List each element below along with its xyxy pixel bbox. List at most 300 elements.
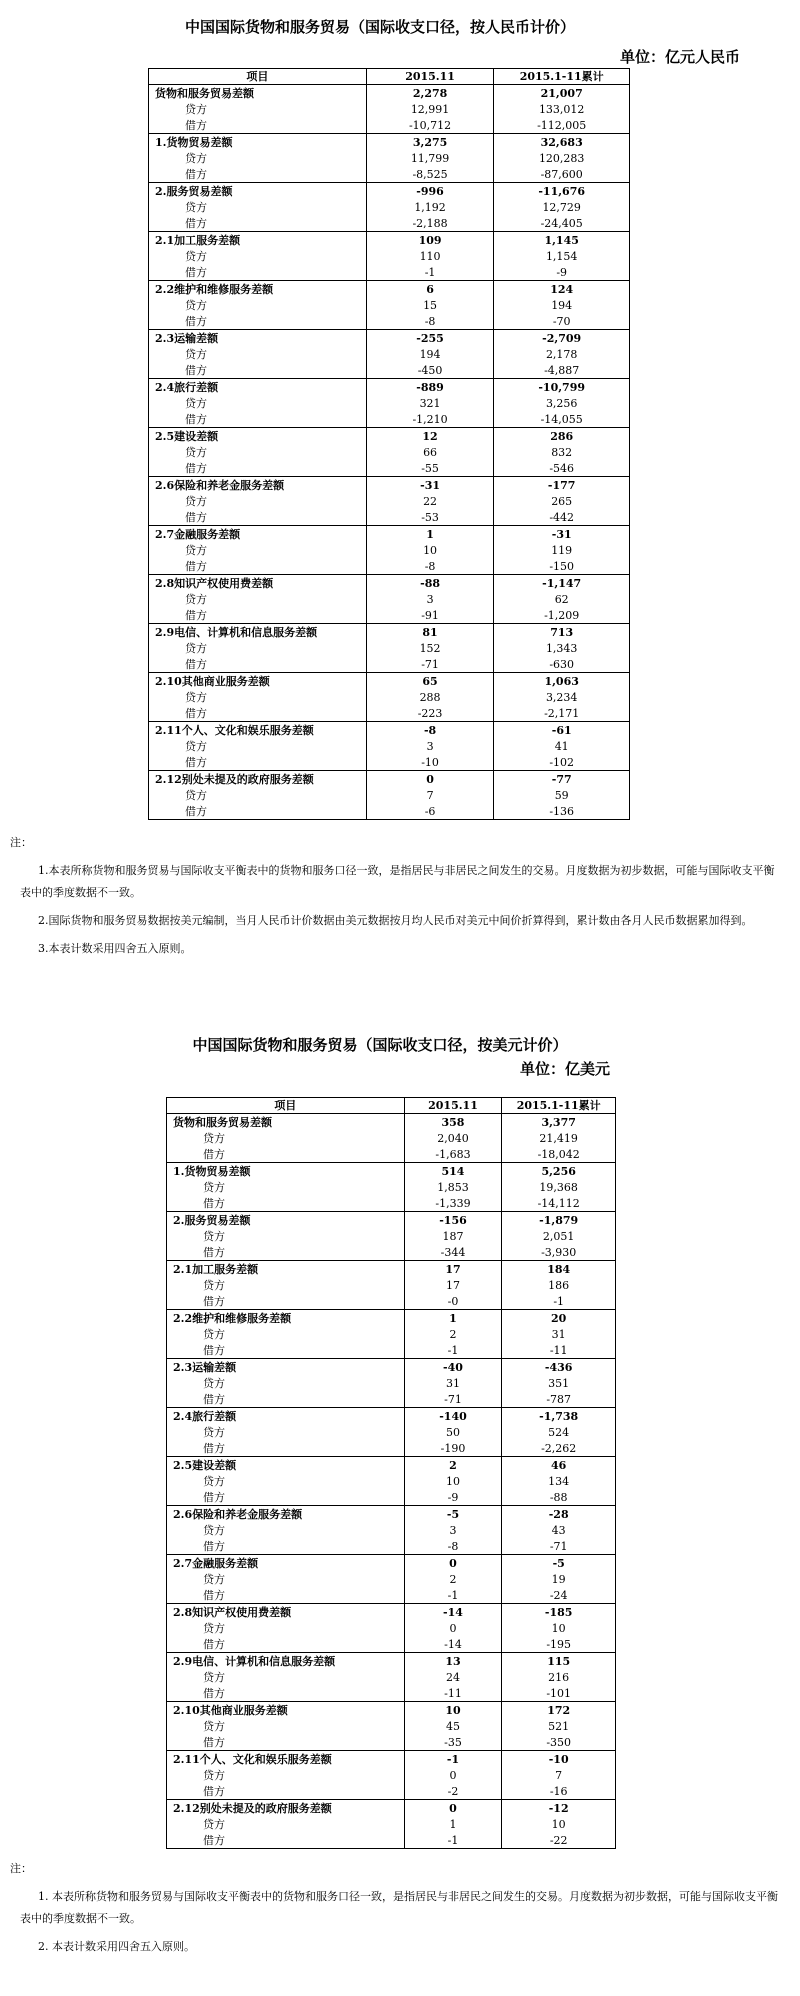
item-sublabel: 借方 <box>167 1734 405 1751</box>
cumulative-value: -14,112 <box>502 1195 616 1212</box>
item-sublabel: 借方 <box>167 1636 405 1653</box>
item-name: 货物和服务贸易差额 <box>167 1114 405 1131</box>
item-sublabel: 借方 <box>149 509 367 526</box>
cumulative-value: -16 <box>502 1783 616 1800</box>
item-sublabel: 借方 <box>149 313 367 330</box>
cumulative-value: -546 <box>494 460 630 477</box>
debit-row <box>167 1146 616 1163</box>
item-sublabel: 借方 <box>149 166 367 183</box>
cumulative-value: -1,209 <box>494 607 630 624</box>
item-name: 2.4旅行差额 <box>167 1408 405 1425</box>
item-sublabel: 借方 <box>149 754 367 771</box>
cumulative-value: -185 <box>502 1604 616 1621</box>
month-value: -8 <box>366 722 494 739</box>
item-sublabel: 借方 <box>167 1587 405 1604</box>
item-sublabel: 贷方 <box>149 297 367 313</box>
item-sublabel: 贷方 <box>167 1179 405 1195</box>
month-value: 81 <box>366 624 494 641</box>
item-name: 2.服务贸易差额 <box>167 1212 405 1229</box>
cumulative-value: 1,154 <box>494 248 630 264</box>
month-value: 0 <box>404 1555 502 1572</box>
month-value: 17 <box>404 1261 502 1278</box>
header-item: 项目 <box>167 1098 405 1114</box>
month-value: 2 <box>404 1457 502 1474</box>
group-row <box>167 1212 616 1229</box>
usd-header-row <box>167 1098 616 1114</box>
cny-notes <box>20 860 780 966</box>
cumulative-value: 184 <box>502 1261 616 1278</box>
credit-row <box>149 444 630 460</box>
usd-trade-table <box>166 1097 616 1849</box>
month-value: 15 <box>366 297 494 313</box>
cumulative-value: 20 <box>502 1310 616 1327</box>
item-name: 2.3运输差额 <box>167 1359 405 1376</box>
item-name: 2.12别处未提及的政府服务差额 <box>149 771 367 788</box>
month-value: -255 <box>366 330 494 347</box>
cumulative-value: -1,147 <box>494 575 630 592</box>
header-month: 2015.11 <box>366 69 494 85</box>
month-value: -8,525 <box>366 166 494 183</box>
debit-row <box>167 1636 616 1653</box>
item-sublabel: 贷方 <box>167 1473 405 1489</box>
month-value: -140 <box>404 1408 502 1425</box>
item-sublabel: 贷方 <box>149 395 367 411</box>
item-sublabel: 借方 <box>167 1342 405 1359</box>
credit-row <box>149 199 630 215</box>
item-sublabel: 借方 <box>149 558 367 575</box>
group-row <box>167 1604 616 1621</box>
cumulative-value: -22 <box>502 1832 616 1849</box>
month-value: -1 <box>404 1587 502 1604</box>
month-value: -1,683 <box>404 1146 502 1163</box>
month-value: -996 <box>366 183 494 200</box>
month-value: 0 <box>404 1767 502 1783</box>
debit-row <box>167 1538 616 1555</box>
month-value: 2 <box>404 1571 502 1587</box>
group-row <box>167 1702 616 1719</box>
cumulative-value: -24,405 <box>494 215 630 232</box>
item-sublabel: 贷方 <box>149 689 367 705</box>
cumulative-value: 3,377 <box>502 1114 616 1131</box>
debit-row <box>149 460 630 477</box>
item-name: 2.5建设差额 <box>149 428 367 445</box>
month-value: 152 <box>366 640 494 656</box>
item-sublabel: 贷方 <box>167 1571 405 1587</box>
month-value: 1,853 <box>404 1179 502 1195</box>
month-value: 45 <box>404 1718 502 1734</box>
usd-unit-label: 单位：亿美元 <box>520 1060 611 1078</box>
cumulative-value: 21,007 <box>494 85 630 102</box>
item-sublabel: 借方 <box>149 460 367 477</box>
month-value: -1 <box>366 264 494 281</box>
cumulative-value: 21,419 <box>502 1130 616 1146</box>
usd-table-body <box>167 1114 616 1849</box>
group-row <box>149 575 630 592</box>
cumulative-value: -101 <box>502 1685 616 1702</box>
month-value: 66 <box>366 444 494 460</box>
debit-row <box>167 1783 616 1800</box>
item-sublabel: 贷方 <box>167 1130 405 1146</box>
item-sublabel: 借方 <box>149 705 367 722</box>
cumulative-value: -177 <box>494 477 630 494</box>
cumulative-value: -1,738 <box>502 1408 616 1425</box>
credit-row <box>149 689 630 705</box>
credit-row <box>167 1179 616 1195</box>
item-sublabel: 借方 <box>167 1244 405 1261</box>
cumulative-value: 124 <box>494 281 630 298</box>
month-value: 6 <box>366 281 494 298</box>
month-value: -5 <box>404 1506 502 1523</box>
item-sublabel: 借方 <box>149 215 367 232</box>
month-value: 22 <box>366 493 494 509</box>
month-value: 110 <box>366 248 494 264</box>
item-name: 2.12别处未提及的政府服务差额 <box>167 1800 405 1817</box>
cumulative-value: 43 <box>502 1522 616 1538</box>
item-name: 2.9电信、计算机和信息服务差额 <box>167 1653 405 1670</box>
debit-row <box>167 1342 616 1359</box>
item-sublabel: 贷方 <box>167 1277 405 1293</box>
month-value: 2,278 <box>366 85 494 102</box>
month-value: -35 <box>404 1734 502 1751</box>
item-name: 2.1加工服务差额 <box>167 1261 405 1278</box>
month-value: -91 <box>366 607 494 624</box>
month-value: 0 <box>366 771 494 788</box>
month-value: -450 <box>366 362 494 379</box>
credit-row <box>167 1130 616 1146</box>
cumulative-value: -24 <box>502 1587 616 1604</box>
credit-row <box>149 248 630 264</box>
item-name: 2.服务贸易差额 <box>149 183 367 200</box>
month-value: -2,188 <box>366 215 494 232</box>
item-sublabel: 借方 <box>149 362 367 379</box>
item-sublabel: 贷方 <box>167 1424 405 1440</box>
month-value: 3 <box>404 1522 502 1538</box>
group-row <box>167 1457 616 1474</box>
group-row <box>167 1800 616 1817</box>
debit-row <box>149 411 630 428</box>
cumulative-value: -436 <box>502 1359 616 1376</box>
month-value: 11,799 <box>366 150 494 166</box>
month-value: -1 <box>404 1342 502 1359</box>
credit-row <box>167 1669 616 1685</box>
cumulative-value: -70 <box>494 313 630 330</box>
cumulative-value: 5,256 <box>502 1163 616 1180</box>
month-value: 1,192 <box>366 199 494 215</box>
item-sublabel: 贷方 <box>149 640 367 656</box>
credit-row <box>149 395 630 411</box>
month-value: -11 <box>404 1685 502 1702</box>
debit-row <box>167 1440 616 1457</box>
item-sublabel: 借方 <box>149 607 367 624</box>
cumulative-value: -10 <box>502 1751 616 1768</box>
item-name: 2.6保险和养老金服务差额 <box>167 1506 405 1523</box>
debit-row <box>149 117 630 134</box>
group-row <box>149 379 630 396</box>
cumulative-value: -1,879 <box>502 1212 616 1229</box>
cumulative-value: -787 <box>502 1391 616 1408</box>
group-row <box>149 428 630 445</box>
item-sublabel: 借方 <box>167 1146 405 1163</box>
cumulative-value: -2,709 <box>494 330 630 347</box>
cumulative-value: -12 <box>502 1800 616 1817</box>
credit-row <box>149 297 630 313</box>
debit-row <box>149 313 630 330</box>
month-value: -1,210 <box>366 411 494 428</box>
cny-notes-label: 注： <box>10 836 32 849</box>
month-value: -8 <box>404 1538 502 1555</box>
item-sublabel: 贷方 <box>167 1620 405 1636</box>
item-sublabel: 借方 <box>167 1783 405 1800</box>
debit-row <box>149 509 630 526</box>
group-row <box>149 330 630 347</box>
month-value: 109 <box>366 232 494 249</box>
item-name: 2.2维护和维修服务差额 <box>149 281 367 298</box>
cumulative-value: 19,368 <box>502 1179 616 1195</box>
cny-header-row <box>149 69 630 85</box>
usd-note-1: 1. 本表所称货物和服务贸易与国际收支平衡表中的货物和服务口径一致，是指居民与非居民之间发生的交易。月度数据为初步数据，可能与国际收支平衡表中的季度数据不一致。 <box>20 1890 778 1925</box>
cumulative-value: 2,178 <box>494 346 630 362</box>
item-sublabel: 贷方 <box>167 1522 405 1538</box>
debit-row <box>167 1734 616 1751</box>
cumulative-value: -28 <box>502 1506 616 1523</box>
cumulative-value: -31 <box>494 526 630 543</box>
cumulative-value: 31 <box>502 1326 616 1342</box>
item-name: 2.7金融服务差额 <box>167 1555 405 1572</box>
credit-row <box>149 738 630 754</box>
month-value: 3,275 <box>366 134 494 151</box>
credit-row <box>167 1375 616 1391</box>
item-sublabel: 贷方 <box>149 346 367 362</box>
item-sublabel: 借方 <box>149 656 367 673</box>
month-value: 187 <box>404 1228 502 1244</box>
item-sublabel: 贷方 <box>149 199 367 215</box>
cumulative-value: -136 <box>494 803 630 820</box>
group-row <box>167 1261 616 1278</box>
cumulative-value: 46 <box>502 1457 616 1474</box>
debit-row <box>149 362 630 379</box>
group-row <box>149 183 630 200</box>
month-value: 65 <box>366 673 494 690</box>
credit-row <box>167 1816 616 1832</box>
credit-row <box>167 1620 616 1636</box>
cumulative-value: 134 <box>502 1473 616 1489</box>
item-name: 1.货物贸易差额 <box>167 1163 405 1180</box>
cumulative-value: 32,683 <box>494 134 630 151</box>
month-value: 10 <box>404 1473 502 1489</box>
item-sublabel: 借方 <box>149 117 367 134</box>
cumulative-value: 351 <box>502 1375 616 1391</box>
cumulative-value: 12,729 <box>494 199 630 215</box>
item-sublabel: 贷方 <box>149 150 367 166</box>
month-value: 0 <box>404 1620 502 1636</box>
month-value: -71 <box>366 656 494 673</box>
month-value: 1 <box>404 1816 502 1832</box>
month-value: -10 <box>366 754 494 771</box>
group-row <box>149 85 630 102</box>
group-row <box>167 1555 616 1572</box>
cumulative-value: -14,055 <box>494 411 630 428</box>
item-name: 2.10其他商业服务差额 <box>149 673 367 690</box>
item-sublabel: 贷方 <box>149 738 367 754</box>
month-value: -55 <box>366 460 494 477</box>
cumulative-value: -11 <box>502 1342 616 1359</box>
cumulative-value: -150 <box>494 558 630 575</box>
month-value: -156 <box>404 1212 502 1229</box>
month-value: -31 <box>366 477 494 494</box>
header-cumulative: 2015.1-11累计 <box>502 1098 616 1114</box>
month-value: -190 <box>404 1440 502 1457</box>
debit-row <box>149 166 630 183</box>
item-name: 2.6保险和养老金服务差额 <box>149 477 367 494</box>
item-sublabel: 贷方 <box>167 1375 405 1391</box>
cumulative-value: 119 <box>494 542 630 558</box>
item-name: 1.货物贸易差额 <box>149 134 367 151</box>
month-value: 50 <box>404 1424 502 1440</box>
cny-note-2: 2.国际货物和服务贸易数据按美元编制，当月人民币计价数据由美元数据按月均人民币对美元中间价折算得到，累计数由各月人民币数据累加得到。 <box>38 914 753 927</box>
month-value: 12,991 <box>366 101 494 117</box>
cumulative-value: -2,171 <box>494 705 630 722</box>
credit-row <box>149 591 630 607</box>
cumulative-value: 713 <box>494 624 630 641</box>
cumulative-value: 19 <box>502 1571 616 1587</box>
month-value: 13 <box>404 1653 502 1670</box>
credit-row <box>149 150 630 166</box>
month-value: -53 <box>366 509 494 526</box>
month-value: -1,339 <box>404 1195 502 1212</box>
cny-note-1: 1.本表所称货物和服务贸易与国际收支平衡表中的货物和服务口径一致，是指居民与非居民之间发生的交易。月度数据为初步数据，可能与国际收支平衡表中的季度数据不一致。 <box>20 864 775 899</box>
credit-row <box>167 1277 616 1293</box>
cumulative-value: -442 <box>494 509 630 526</box>
usd-note-2: 2. 本表计数采用四舍五入原则。 <box>38 1940 195 1953</box>
group-row <box>149 281 630 298</box>
item-sublabel: 贷方 <box>167 1228 405 1244</box>
group-row <box>167 1653 616 1670</box>
group-row <box>149 771 630 788</box>
cumulative-value: 10 <box>502 1620 616 1636</box>
cumulative-value: -102 <box>494 754 630 771</box>
cumulative-value: 3,234 <box>494 689 630 705</box>
debit-row <box>149 803 630 820</box>
debit-row <box>167 1489 616 1506</box>
item-sublabel: 借方 <box>167 1195 405 1212</box>
group-row <box>167 1114 616 1131</box>
cumulative-value: 133,012 <box>494 101 630 117</box>
month-value: 288 <box>366 689 494 705</box>
debit-row <box>149 656 630 673</box>
cumulative-value: -18,042 <box>502 1146 616 1163</box>
debit-row <box>167 1391 616 1408</box>
item-sublabel: 借方 <box>167 1538 405 1555</box>
item-name: 2.9电信、计算机和信息服务差额 <box>149 624 367 641</box>
month-value: 17 <box>404 1277 502 1293</box>
debit-row <box>167 1244 616 1261</box>
item-sublabel: 借方 <box>167 1489 405 1506</box>
month-value: -10,712 <box>366 117 494 134</box>
month-value: 2,040 <box>404 1130 502 1146</box>
month-value: 321 <box>366 395 494 411</box>
cumulative-value: -87,600 <box>494 166 630 183</box>
group-row <box>149 624 630 641</box>
month-value: -40 <box>404 1359 502 1376</box>
credit-row <box>167 1473 616 1489</box>
item-sublabel: 贷方 <box>167 1767 405 1783</box>
cumulative-value: -1 <box>502 1293 616 1310</box>
cumulative-value: 521 <box>502 1718 616 1734</box>
cumulative-value: -71 <box>502 1538 616 1555</box>
credit-row <box>167 1767 616 1783</box>
cumulative-value: 186 <box>502 1277 616 1293</box>
group-row <box>149 722 630 739</box>
group-row <box>167 1506 616 1523</box>
cumulative-value: 3,256 <box>494 395 630 411</box>
cumulative-value: -61 <box>494 722 630 739</box>
month-value: -6 <box>366 803 494 820</box>
item-sublabel: 贷方 <box>167 1816 405 1832</box>
item-name: 2.5建设差额 <box>167 1457 405 1474</box>
month-value: -8 <box>366 558 494 575</box>
item-sublabel: 贷方 <box>149 248 367 264</box>
item-sublabel: 贷方 <box>167 1718 405 1734</box>
month-value: 24 <box>404 1669 502 1685</box>
usd-notes <box>20 1886 780 1964</box>
cumulative-value: -2,262 <box>502 1440 616 1457</box>
credit-row <box>149 346 630 362</box>
cumulative-value: 194 <box>494 297 630 313</box>
credit-row <box>149 542 630 558</box>
cumulative-value: 7 <box>502 1767 616 1783</box>
credit-row <box>167 1228 616 1244</box>
item-sublabel: 借方 <box>149 803 367 820</box>
credit-row <box>167 1718 616 1734</box>
cumulative-value: 2,051 <box>502 1228 616 1244</box>
month-value: -1 <box>404 1832 502 1849</box>
month-value: -88 <box>366 575 494 592</box>
cumulative-value: 524 <box>502 1424 616 1440</box>
month-value: 10 <box>404 1702 502 1719</box>
item-name: 货物和服务贸易差额 <box>149 85 367 102</box>
item-name: 2.11个人、文化和娱乐服务差额 <box>167 1751 405 1768</box>
item-sublabel: 贷方 <box>149 493 367 509</box>
group-row <box>149 526 630 543</box>
cumulative-value: 265 <box>494 493 630 509</box>
month-value: -14 <box>404 1604 502 1621</box>
group-row <box>167 1359 616 1376</box>
item-sublabel: 借方 <box>167 1391 405 1408</box>
debit-row <box>149 705 630 722</box>
cumulative-value: -88 <box>502 1489 616 1506</box>
item-name: 2.10其他商业服务差额 <box>167 1702 405 1719</box>
header-item: 项目 <box>149 69 367 85</box>
group-row <box>167 1751 616 1768</box>
month-value: 1 <box>366 526 494 543</box>
group-row <box>149 134 630 151</box>
debit-row <box>167 1587 616 1604</box>
group-row <box>149 477 630 494</box>
month-value: 194 <box>366 346 494 362</box>
cumulative-value: -5 <box>502 1555 616 1572</box>
cny-note-3: 3.本表计数采用四舍五入原则。 <box>38 942 192 955</box>
cny-table-title: 中国国际货物和服务贸易（国际收支口径，按人民币计价） <box>184 18 575 36</box>
item-name: 2.4旅行差额 <box>149 379 367 396</box>
credit-row <box>167 1522 616 1538</box>
item-name: 2.3运输差额 <box>149 330 367 347</box>
item-name: 2.11个人、文化和娱乐服务差额 <box>149 722 367 739</box>
month-value: -1 <box>404 1751 502 1768</box>
item-sublabel: 借方 <box>149 411 367 428</box>
credit-row <box>149 493 630 509</box>
item-sublabel: 借方 <box>167 1685 405 1702</box>
header-cumulative: 2015.1-11累计 <box>494 69 630 85</box>
